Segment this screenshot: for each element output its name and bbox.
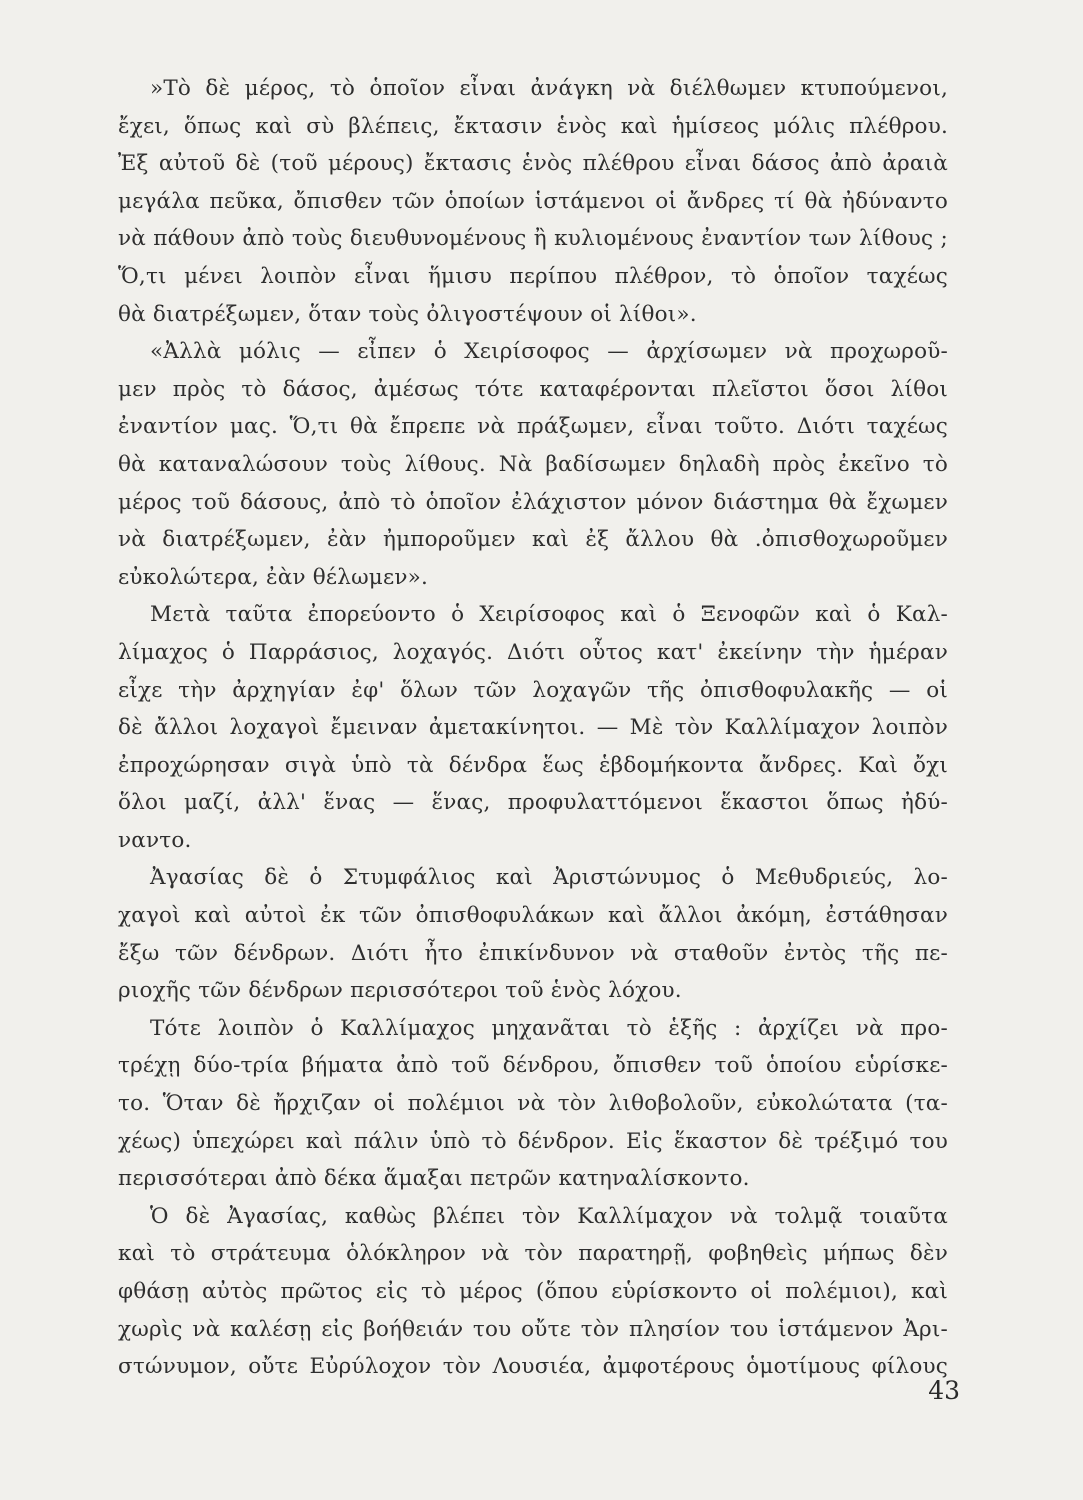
text-line: εἶχε τὴν ἀρχηγίαν ἐφ' ὅλων τῶν λοχαγῶν τῆς ὀπισθοφυλακῆς — οἱ (118, 677, 948, 703)
text-line: περισσότεραι ἀπὸ δέκα ἅμαξαι πετρῶν κατηναλίσκοντο. (118, 1166, 750, 1192)
text-line: θὰ καταναλώσουν τοὺς λίθους. Νὰ βαδίσωμεν δηλαδὴ πρὸς ἐκεῖνο τὸ (118, 451, 948, 477)
text-line: στώνυμον, οὔτε Εὐρύλοχον τὸν Λουσιέα, ἀμφοτέρους ὁμοτίμους φίλους (118, 1354, 948, 1380)
text-line: το. Ὅταν δὲ ἤρχιζαν οἱ πολέμιοι νὰ τὸν λιθοβολοῦν, εὐκολώτατα (τα- (118, 1091, 948, 1117)
text-line: ναντο. (118, 827, 192, 853)
text-line: μεγάλα πεῦκα, ὄπισθεν τῶν ὁποίων ἱστάμενοι οἱ ἄνδρες τί θὰ ἠδύναντο (118, 188, 948, 214)
text-line: θὰ διατρέξωμεν, ὅταν τοὺς ὀλιγοστέψουν οἱ λίθοι». (118, 301, 697, 327)
text-line: νὰ πάθουν ἀπὸ τοὺς διευθυνομένους ἢ κυλιομένους ἐναντίον των λίθους ; (118, 226, 948, 252)
text-line: ἐναντίον μας. Ὅ,τι θὰ ἔπρεπε νὰ πράξωμεν, εἶναι τοῦτο. Διότι ταχέως (118, 414, 948, 440)
text-line: δὲ ἄλλοι λοχαγοὶ ἔμειναν ἀμετακίνητοι. — Μὲ τὸν Καλλίμαχον λοιπὸν (118, 715, 948, 741)
page-number: 43 (928, 1376, 960, 1405)
text-line: Ἀγασίας δὲ ὁ Στυμφάλιος καὶ Ἀριστώνυμος ὁ Μεθυδριεύς, λο- (150, 865, 948, 891)
text-line: ἐπροχώρησαν σιγὰ ὑπὸ τὰ δένδρα ἕως ἑβδομήκοντα ἄνδρες. Καὶ ὄχι (118, 752, 948, 778)
text-line: χέως) ὑπεχώρει καὶ πάλιν ὑπὸ τὸ δένδρον. Εἰς ἕκαστον δὲ τρέξιμό του (118, 1128, 948, 1154)
body-text (118, 70, 948, 1386)
text-line: εὐκολώτερα, ἐὰν θέλωμεν». (118, 564, 428, 590)
text-line: χαγοὶ καὶ αὐτοὶ ἐκ τῶν ὀπισθοφυλάκων καὶ ἄλλοι ἀκόμη, ἐστάθησαν (118, 903, 948, 929)
text-line: τρέχῃ δύο-τρία βήματα ἀπὸ τοῦ δένδρου, ὄπισθεν τοῦ ὁποίου εὑρίσκε- (118, 1053, 948, 1079)
text-line: χωρὶς νὰ καλέσῃ εἰς βοήθειάν του οὔτε τὸν πλησίον του ἱστάμενον Ἀρι- (118, 1316, 948, 1342)
text-line: φθάσῃ αὐτὸς πρῶτος εἰς τὸ μέρος (ὅπου εὑρίσκοντο οἱ πολέμιοι), καὶ (118, 1279, 948, 1304)
text-line: νὰ διατρέξωμεν, ἐὰν ἠμποροῦμεν καὶ ἐξ ἄλλου θὰ .ὀπισθοχωροῦμεν (118, 527, 948, 553)
text-line: καὶ τὸ στράτευμα ὁλόκληρον νὰ τὸν παρατηρῇ, φοβηθεὶς μήπως δὲν (118, 1241, 948, 1267)
text-line: ὅλοι μαζί, ἀλλ' ἕνας — ἕνας, προφυλαττόμενοι ἕκαστοι ὅπως ἠδύ- (118, 790, 948, 816)
text-line: ἔχει, ὅπως καὶ σὺ βλέπεις, ἔκτασιν ἑνὸς καὶ ἡμίσεος μόλις πλέθρου. (118, 113, 948, 139)
text-line: ριοχῆς τῶν δένδρων περισσότεροι τοῦ ἑνὸς λόχου. (118, 978, 682, 1004)
text-line: μεν πρὸς τὸ δάσος, ἀμέσως τότε καταφέρονται πλεῖστοι ὅσοι λίθοι (118, 376, 948, 402)
text-line: Ὁ δὲ Ἀγασίας, καθὼς βλέπει τὸν Καλλίμαχον νὰ τολμᾷ τοιαῦτα (150, 1203, 948, 1229)
text-line: «Ἀλλὰ μόλις — εἶπεν ὁ Χειρίσοφος — ἀρχίσωμεν νὰ προχωροῦ- (150, 339, 948, 365)
text-line: λίμαχος ὁ Παρράσιος, λοχαγός. Διότι οὗτος κατ' ἐκείνην τὴν ἡμέραν (118, 639, 948, 665)
text-line: μέρος τοῦ δάσους, ἀπὸ τὸ ὁποῖον ἐλάχιστον μόνον διάστημα θὰ ἔχωμεν (118, 489, 948, 515)
text-line: Ὅ,τι μένει λοιπὸν εἶναι ἥμισυ περίπου πλέθρον, τὸ ὁποῖον ταχέως (118, 263, 948, 289)
text-line: Τότε λοιπὸν ὁ Καλλίμαχος μηχανᾶται τὸ ἑξῆς : ἀρχίζει νὰ προ- (150, 1015, 948, 1041)
text-line: »Τὸ δὲ μέρος, τὸ ὁποῖον εἶναι ἀνάγκη νὰ διέλθωμεν κτυπούμενοι, (150, 76, 948, 101)
text-line: Ἐξ αὐτοῦ δὲ (τοῦ μέρους) ἔκτασις ἑνὸς πλέθρου εἶναι δάσος ἀπὸ ἀραιὰ (118, 151, 948, 177)
text-line: Μετὰ ταῦτα ἐπορεύοντο ὁ Χειρίσοφος καὶ ὁ Ξενοφῶν καὶ ὁ Καλ- (150, 602, 948, 628)
text-line: ἔξω τῶν δένδρων. Διότι ἦτο ἐπικίνδυνον νὰ σταθοῦν ἐντὸς τῆς πε- (118, 940, 948, 966)
